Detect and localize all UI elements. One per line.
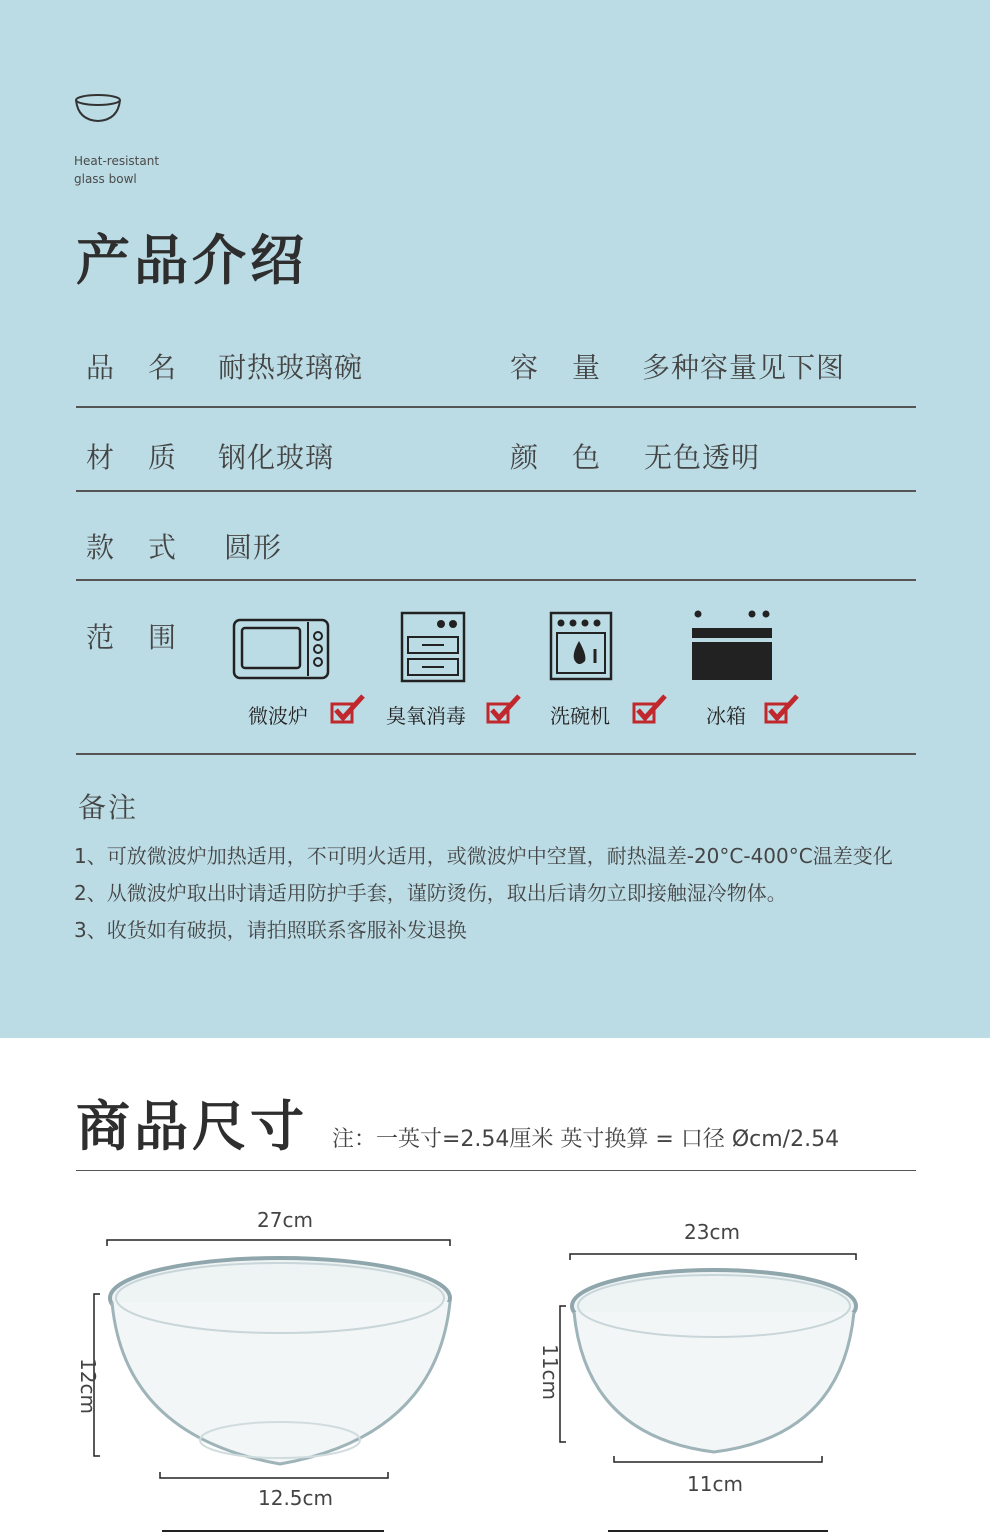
spec-label-capacity: 容量 bbox=[510, 351, 635, 384]
bowl-icon bbox=[74, 92, 122, 124]
divider bbox=[76, 753, 916, 755]
bowl-2-top-dim: 23cm bbox=[684, 1220, 740, 1244]
size-title: 商品尺寸 bbox=[76, 1095, 308, 1158]
note-2: 2、从微波炉取出时请适用防护手套，谨防烫伤，取出后请勿立即接触湿冷物体。 bbox=[74, 881, 787, 905]
divider bbox=[162, 1530, 384, 1532]
note-1: 1、可放微波炉加热适用，不可明火适用，或微波炉中空置，耐热温差-20°C-400°C温差变化 bbox=[74, 844, 893, 868]
microwave-icon bbox=[232, 618, 330, 680]
brand-line-1: Heat-resistant bbox=[74, 154, 160, 168]
divider bbox=[608, 1530, 828, 1532]
usage-microwave-label: 微波炉 bbox=[248, 704, 308, 728]
check-icon bbox=[764, 694, 800, 724]
bowl-1-bottom-dim: 12.5cm bbox=[258, 1486, 334, 1510]
intro-title: 产品介绍 bbox=[76, 229, 308, 292]
brand-line-2: glass bowl bbox=[74, 172, 137, 186]
brand-text bbox=[74, 152, 159, 188]
divider bbox=[76, 406, 916, 408]
divider bbox=[76, 1170, 916, 1171]
usage-dishwasher-label: 洗碗机 bbox=[550, 704, 610, 728]
check-icon bbox=[632, 694, 668, 724]
spec-value-capacity: 多种容量见下图 bbox=[642, 351, 846, 384]
bowl-2-drawing bbox=[537, 1250, 880, 1480]
usage-label: 范围 bbox=[86, 621, 211, 654]
spec-value-name: 耐热玻璃碗 bbox=[218, 351, 364, 384]
spec-label-color: 颜色 bbox=[510, 441, 635, 474]
disinfection-cabinet-icon bbox=[400, 611, 466, 683]
check-icon bbox=[486, 694, 522, 724]
notes-title: 备注 bbox=[78, 791, 139, 824]
size-note: 注：一英寸=2.54厘米 英寸换算 = 口径 Øcm/2.54 bbox=[332, 1127, 840, 1152]
bowl-1-top-dim: 27cm bbox=[257, 1208, 313, 1232]
bowl-2-bottom-dim: 11cm bbox=[687, 1472, 743, 1496]
spec-label-style: 款式 bbox=[86, 531, 211, 564]
spec-label-material: 材质 bbox=[86, 441, 211, 474]
note-3: 3、收货如有破损，请拍照联系客服补发退换 bbox=[74, 918, 467, 942]
spec-value-material: 钢化玻璃 bbox=[218, 441, 335, 474]
bowl-1-height-dim: 12cm bbox=[75, 1358, 100, 1414]
bowl-2-height-dim: 11cm bbox=[537, 1344, 562, 1400]
check-icon bbox=[330, 694, 366, 724]
divider bbox=[76, 490, 916, 492]
spec-value-color: 无色透明 bbox=[644, 441, 761, 474]
usage-fridge-label: 冰箱 bbox=[706, 704, 746, 728]
spec-value-style: 圆形 bbox=[224, 531, 283, 564]
fridge-icon bbox=[690, 606, 774, 682]
bowl-1-drawing bbox=[60, 1236, 480, 1516]
spec-label-name: 品名 bbox=[86, 351, 211, 384]
usage-disinfection-label: 臭氧消毒 bbox=[386, 704, 466, 728]
divider bbox=[76, 579, 916, 581]
dishwasher-icon bbox=[549, 611, 613, 681]
